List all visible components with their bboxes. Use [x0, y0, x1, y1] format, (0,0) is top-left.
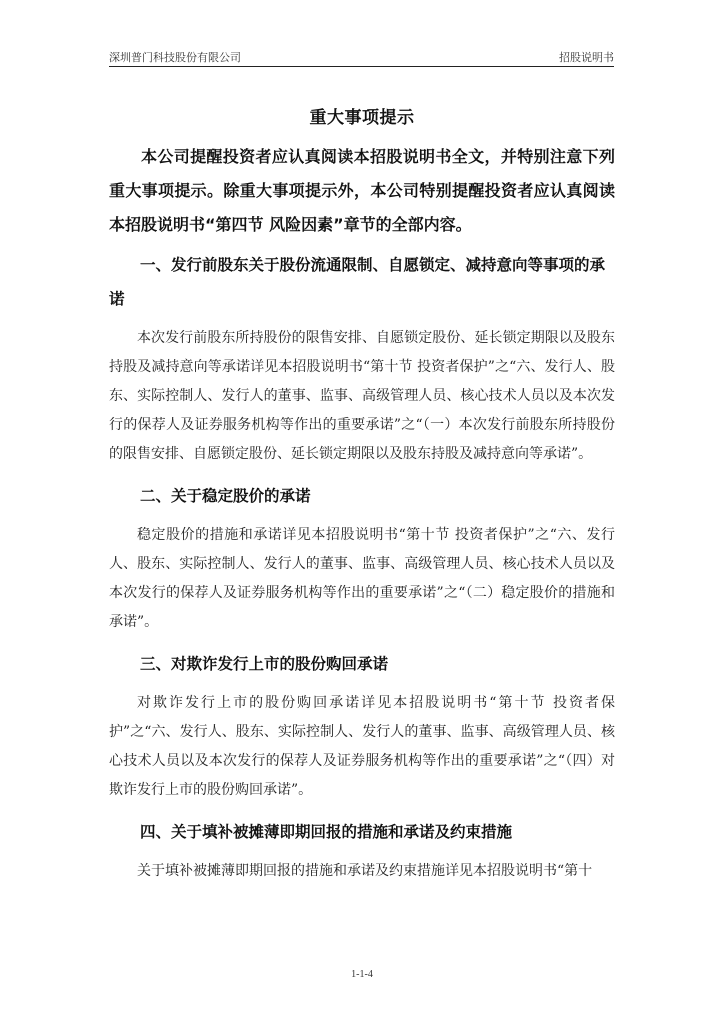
section-heading-2: 二、关于稳定股价的承诺	[140, 487, 311, 505]
document-body	[109, 140, 615, 886]
page-header	[109, 50, 614, 66]
section-body-2: 稳定股价的措施和承诺详见本招股说明书“第十节 投资者保护”之“六、发行人、股东、实际控制人、发行人的董事、监事、高级管理人员、核心技术人员以及本次发行的保荐人及证券服务机构等作出的重要承诺”之“（二）稳定股价的措施和承诺”。	[109, 527, 615, 630]
section-heading-4: 四、关于填补被摊薄即期回报的措施和承诺及约束措施	[140, 823, 513, 841]
page-title: 重大事项提示	[309, 108, 415, 128]
header-divider	[109, 66, 614, 67]
section-body-1: 本次发行前股东所持股份的限售安排、自愿锁定股份、延长锁定期限以及股东持股及减持意向等承诺详见本招股说明书“第十节 投资者保护”之“六、发行人、股东、实际控制人、发行人的董事、监事、高级管理人员、核心技术人员以及本次发行的保荐人及证券服务机构等作出的重要承诺”之“（一）本次发行前股东所持股份的限售安排、自愿锁定股份、延长锁定期限以及股东持股及减持意向等承诺”。	[109, 330, 615, 462]
intro-paragraph: 本公司提醒投资者应认真阅读本招股说明书全文，并特别注意下列重大事项提示。除重大事项提示外，本公司特别提醒投资者应认真阅读本招股说明书“第四节 风险因素”章节的全部内容。	[109, 147, 615, 234]
header-document-type: 招股说明书	[559, 51, 614, 64]
section-heading-3: 三、对欺诈发行上市的股份购回承诺	[140, 655, 389, 673]
section-body-3: 对欺诈发行上市的股份购回承诺详见本招股说明书“第十节 投资者保护”之“六、发行人、股东、实际控制人、发行人的董事、监事、高级管理人员、核心技术人员以及本次发行的保荐人及证券服务机构等作出的重要承诺”之“（四）对欺诈发行上市的股份购回承诺”。	[109, 695, 615, 798]
section-heading-1: 一、发行前股东关于股份流通限制、自愿锁定、减持意向等事项的承诺	[109, 256, 606, 308]
header-company-name: 深圳普门科技股份有限公司	[109, 51, 241, 64]
page-number: 1-1-4	[351, 969, 373, 980]
section-body-4: 关于填补被摊薄即期回报的措施和承诺及约束措施详见本招股说明书“第十	[137, 863, 593, 879]
